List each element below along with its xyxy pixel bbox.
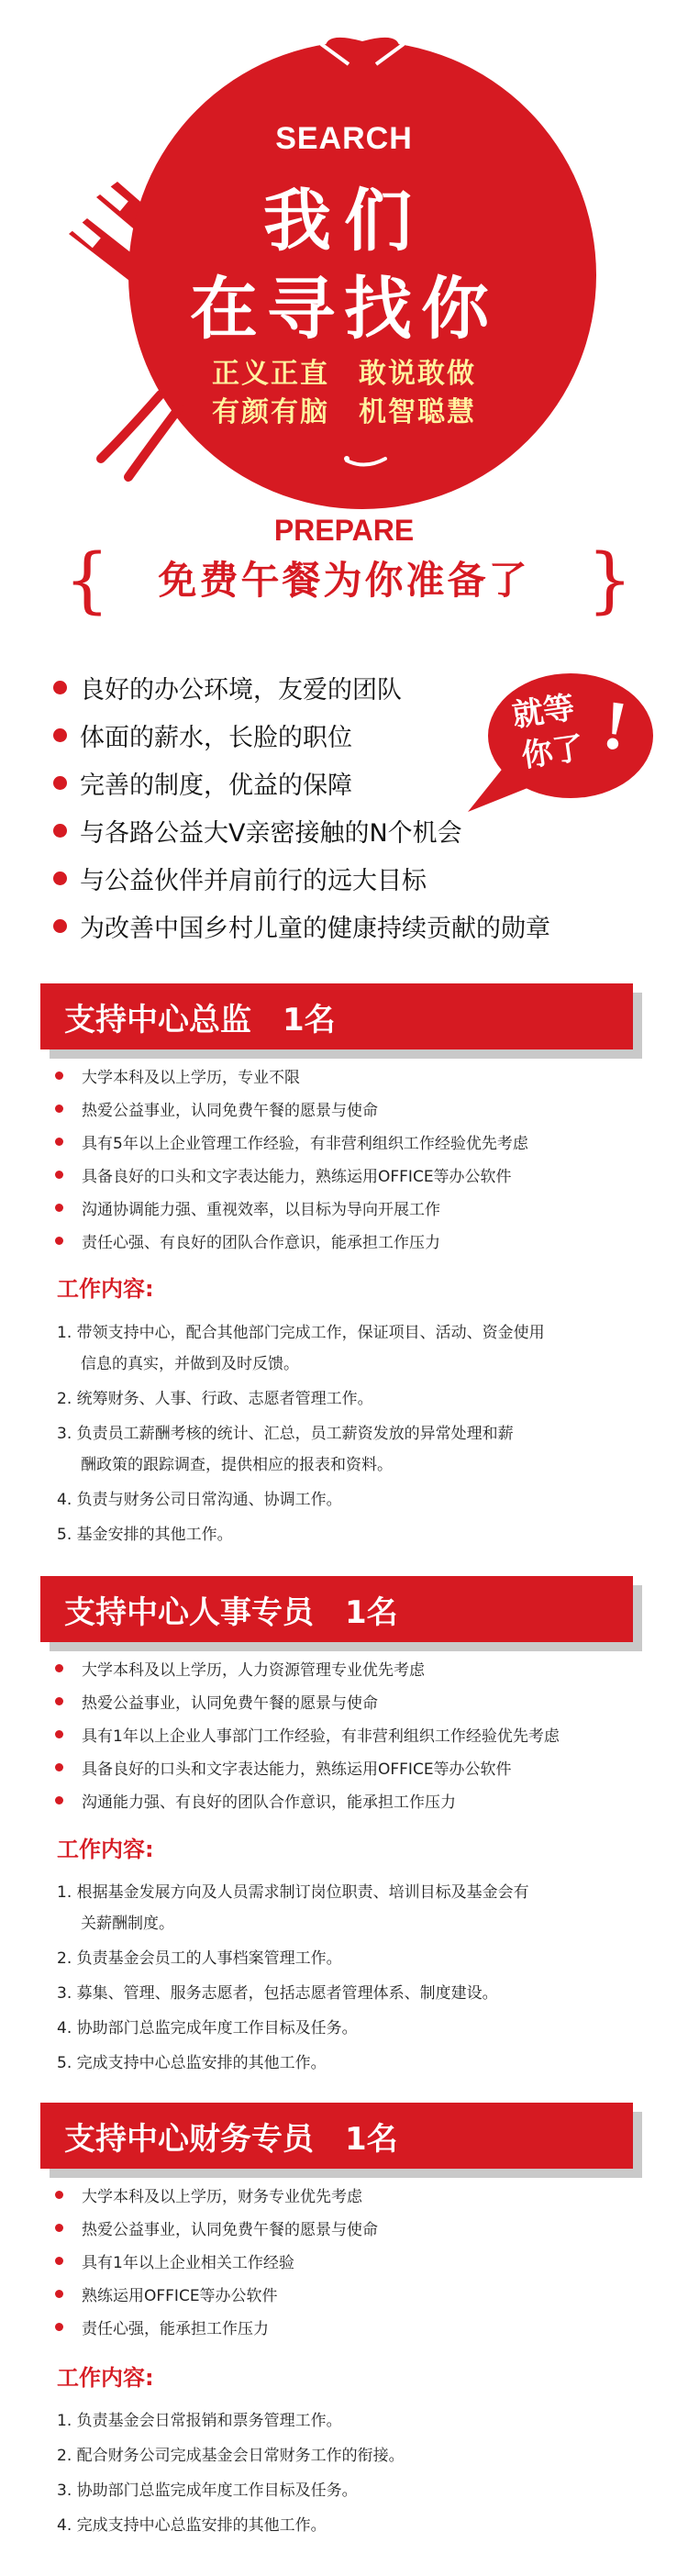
benefit-item: 与公益伙伴并肩前行的远大目标 [53,861,427,896]
left-brace-icon: { [64,539,110,622]
requirement-item: 熟练运用OFFICE等办公软件 [55,2282,278,2305]
bullet-icon [55,1237,63,1245]
bullet-icon [53,872,67,885]
requirement-item: 沟通能力强、有良好的团队合作意识，能承担工作压力 [55,1789,456,1812]
bubble-line-1: 就等 [510,689,577,735]
work-item-continued: 酬政策的跟踪调查，提供相应的报表和资料。 [81,1456,393,1474]
bullet-icon [53,919,67,933]
bullet-icon [55,1105,63,1113]
speech-bubble [468,661,660,826]
bullet-icon [55,1171,63,1179]
work-item-continued: 关薪酬制度。 [81,1915,174,1933]
bullet-icon [53,728,67,742]
prepare-label: PREPARE [273,514,415,547]
bullet-icon [55,2257,63,2265]
hero-banner [0,0,688,514]
work-item: 4. 负责与财务公司日常沟通、协调工作。 [57,1491,342,1509]
bullet-icon [55,1204,63,1212]
benefit-item: 与各路公益大V亲密接触的N个机会 [53,813,462,849]
bullet-icon [53,681,67,694]
bullet-icon [53,824,67,838]
bullet-icon [55,2191,63,2199]
bullet-icon [53,776,67,790]
requirement-item: 具有1年以上企业人事部门工作经验，有非营利组织工作经验优先考虑 [55,1723,560,1746]
work-item: 1. 根据基金发展方向及人员需求制订岗位职责、培训目标及基金会有 [57,1883,529,1902]
work-item: 3. 负责员工薪酬考核的统计、汇总，员工薪资发放的异常处理和薪 [57,1425,514,1443]
work-item: 4. 完成支持中心总监安排的其他工作。 [57,2516,327,2535]
work-item: 3. 协助部门总监完成年度工作目标及任务。 [57,2482,358,2500]
work-content-title: 工作内容: [57,1837,154,1862]
bullet-icon [55,1664,63,1672]
work-item: 1. 负责基金会日常报销和票务管理工作。 [57,2412,342,2430]
prepare-title: 免费午餐为你准备了 [158,558,530,603]
bullet-icon [55,1763,63,1771]
benefit-item: 良好的办公环境，友爱的团队 [53,670,402,705]
bubble-line-2: 你了 [519,729,586,775]
work-item: 4. 协助部门总监完成年度工作目标及任务。 [57,2019,358,2037]
work-content-title: 工作内容: [57,2365,154,2391]
bullet-icon [55,2224,63,2232]
requirement-item: 具备良好的口头和文字表达能力，熟练运用OFFICE等办公软件 [55,1163,512,1186]
work-item: 2. 负责基金会员工的人事档案管理工作。 [57,1949,342,1968]
bullet-icon [55,1796,63,1804]
work-item: 5. 完成支持中心总监安排的其他工作。 [57,2054,327,2072]
bullet-icon [55,1071,63,1080]
bullet-icon [55,2290,63,2298]
bubble-exclaim: ! [598,685,633,766]
right-brace-icon: } [587,539,633,622]
requirement-item: 具有1年以上企业相关工作经验 [55,2249,294,2272]
requirement-item: 责任心强、有良好的团队合作意识，能承担工作压力 [55,1229,440,1252]
hero-slogan-1: 正义正直 敢说敢做 [212,358,476,390]
bullet-icon [55,2323,63,2331]
benefit-item: 为改善中国乡村儿童的健康持续贡献的勋章 [53,908,550,944]
work-item: 3. 募集、管理、服务志愿者，包括志愿者管理体系、制度建设。 [57,1984,498,2003]
requirement-item: 具备良好的口头和文字表达能力，熟练运用OFFICE等办公软件 [55,1756,512,1779]
job-title-finance: 支持中心财务专员 1名 [40,2103,633,2169]
requirement-item: 具有5年以上企业管理工作经验，有非营利组织工作经验优先考虑 [55,1130,528,1153]
bullet-icon [55,1730,63,1738]
job-title-director: 支持中心总监 1名 [40,983,633,1049]
bullet-icon [55,1697,63,1705]
requirement-item: 大学本科及以上学历，专业不限 [55,1064,300,1087]
requirement-item: 大学本科及以上学历，人力资源管理专业优先考虑 [55,1657,425,1680]
hero-slogan-2: 有颜有脑 机智聪慧 [212,396,476,428]
hero-search-label: SEARCH [275,121,413,156]
hero-headline-1: 我们 [263,182,425,261]
work-item: 1. 带领支持中心，配合其他部门完成工作，保证项目、活动、资金使用 [57,1324,545,1342]
work-item: 5. 基金安排的其他工作。 [57,1526,233,1544]
requirement-item: 责任心强，能承担工作压力 [55,2315,269,2338]
hero-headline-2: 在寻找你 [190,270,498,349]
requirement-item: 大学本科及以上学历，财务专业优先考虑 [55,2183,362,2206]
bullet-icon [55,1138,63,1146]
requirement-item: 热爱公益事业，认同免费午餐的愿景与使命 [55,1690,378,1713]
requirement-item: 沟通协调能力强、重视效率，以目标为导向开展工作 [55,1196,440,1219]
requirement-item: 热爱公益事业，认同免费午餐的愿景与使命 [55,2216,378,2239]
requirement-item: 热爱公益事业，认同免费午餐的愿景与使命 [55,1097,378,1120]
work-content-title: 工作内容: [57,1276,154,1302]
job-title-hr: 支持中心人事专员 1名 [40,1576,633,1642]
benefit-item: 体面的薪水，长脸的职位 [53,717,352,753]
work-item: 2. 统筹财务、人事、行政、志愿者管理工作。 [57,1390,373,1408]
benefit-item: 完善的制度，优益的保障 [53,765,352,801]
work-item-continued: 信息的真实，并做到及时反馈。 [81,1355,299,1373]
work-item: 2. 配合财务公司完成基金会日常财务工作的衔接。 [57,2447,405,2465]
